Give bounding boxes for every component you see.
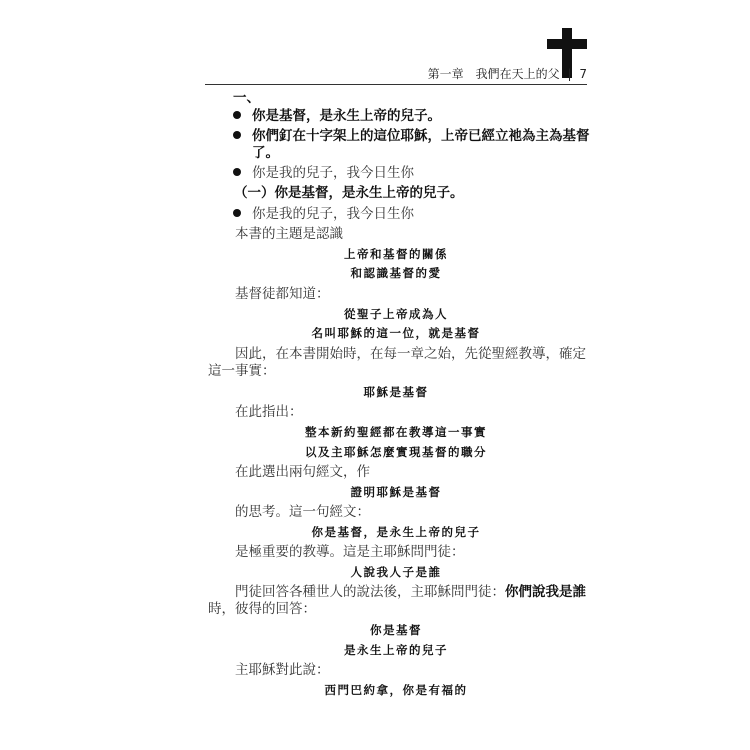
bullet-icon (233, 111, 241, 119)
running-head-title: 第一章 我們在天上的父 (427, 67, 560, 81)
header-separator: | (567, 67, 572, 81)
centered-quote: 西門巴約拿，你是有福的 (324, 683, 468, 697)
bullet-text: 你是基督，是永生上帝的兒子。 (252, 108, 441, 124)
centered-quote: 你是基督，是永生上帝的兒子 (311, 525, 481, 539)
subheading: （一）你是基督，是永生上帝的兒子。 (234, 185, 464, 201)
bullet-item (233, 106, 441, 126)
paragraph: 是極重要的教導。這是主耶穌問門徒： (235, 544, 465, 560)
centered-quote: 從聖子上帝成為人 (344, 307, 448, 321)
bullet-item (233, 204, 414, 224)
page-number: 7 (579, 67, 587, 81)
centered-quote: 名叫耶穌的這一位，就是基督 (311, 326, 481, 340)
bullet-text: 你是我的兒子，我今日生你 (252, 206, 414, 222)
paragraph: 時，彼得的回答： (208, 601, 316, 617)
bullet-icon (233, 209, 241, 217)
paragraph: 因此，在本書開始時，在每一章之始，先從聖經教導，確定 (235, 346, 586, 362)
bullet-continuation: 了。 (252, 145, 279, 161)
bullet-item (233, 163, 414, 183)
paragraph-text: 門徒回答各種世人的說法後，主耶穌問門徒： (235, 584, 505, 600)
centered-quote: 耶穌是基督 (363, 385, 429, 399)
paragraph: 基督徒都知道： (235, 286, 330, 302)
section-heading: 一、 (233, 90, 260, 106)
centered-quote: 人說我人子是誰 (350, 565, 442, 579)
centered-quote: 上帝和基督的關係 (344, 247, 448, 261)
paragraph: 在此選出兩句經文，作 (235, 464, 370, 480)
paragraph: 本書的主題是認識 (235, 226, 343, 242)
bullet-text: 你們釘在十字架上的這位耶穌，上帝已經立祂為主為基督 (252, 128, 590, 144)
centered-quote: 整本新約聖經都在教導這一事實 (305, 425, 487, 439)
paragraph: 在此指出： (235, 404, 303, 420)
bullet-icon (233, 131, 241, 139)
centered-quote: 和認識基督的愛 (350, 266, 442, 280)
paragraph-emphasis: 你們說我是誰 (505, 584, 586, 600)
centered-quote: 你是基督 (370, 623, 422, 637)
centered-quote: 證明耶穌是基督 (350, 485, 442, 499)
paragraph: 的思考。這一句經文： (235, 504, 370, 520)
bullet-item (233, 126, 590, 146)
paragraph: 主耶穌對此說： (235, 662, 330, 678)
paragraph: 這一事實： (208, 363, 276, 379)
centered-quote: 以及主耶穌怎麼實現基督的職分 (305, 445, 487, 459)
running-header (205, 66, 587, 85)
centered-quote: 是永生上帝的兒子 (344, 643, 448, 657)
bullet-text: 你是我的兒子，我今日生你 (252, 165, 414, 181)
bullet-icon (233, 168, 241, 176)
